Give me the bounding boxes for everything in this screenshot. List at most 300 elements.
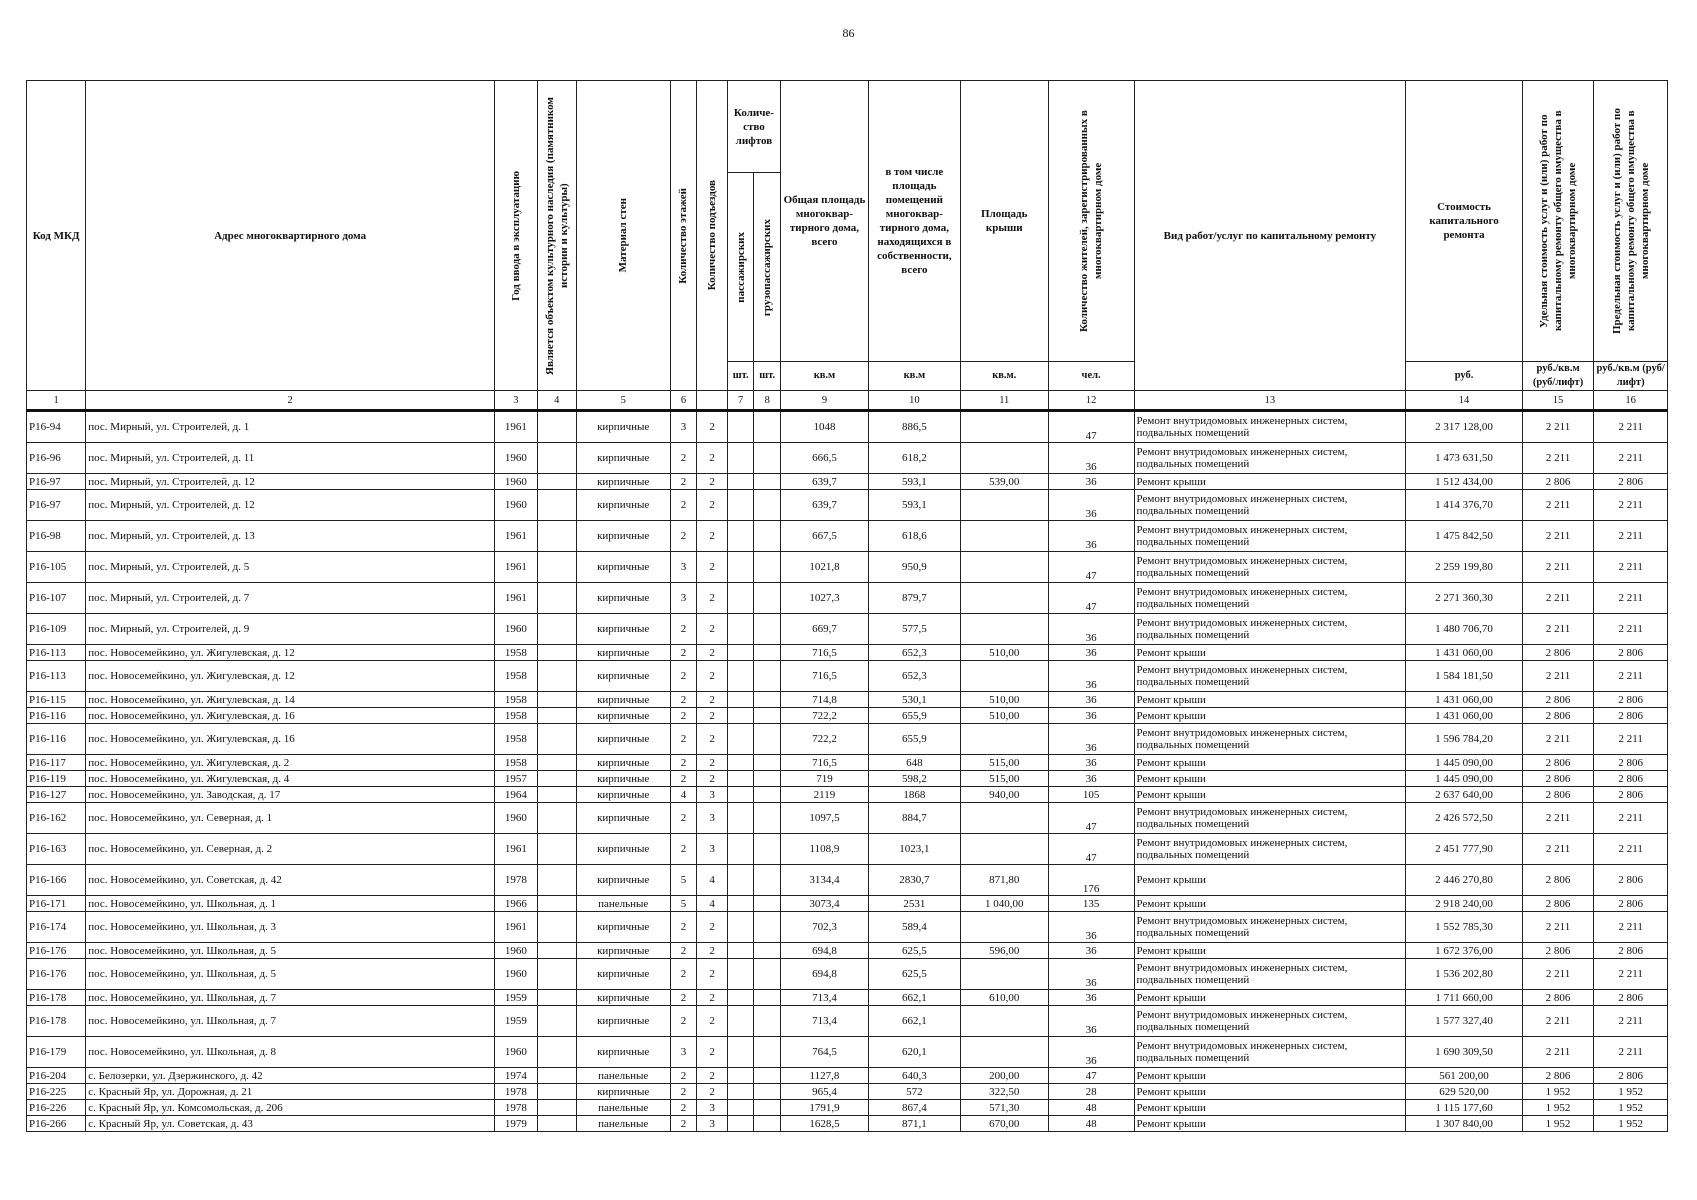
cell-year: 1958 <box>494 661 537 692</box>
cell-total-area: 3073,4 <box>781 896 869 912</box>
cell-year: 1978 <box>494 1084 537 1100</box>
cell-lifts-passenger <box>727 490 754 521</box>
cell-owned-area: 886,5 <box>868 411 960 443</box>
cell-entrances: 2 <box>697 708 728 724</box>
header-unit-cost: Удельная стоимость услуг и (или) работ по капитальному ремонту общего имущества в многоквартирном доме <box>1522 81 1594 362</box>
cell-lifts-cargo <box>754 755 781 771</box>
cell-floors: 2 <box>670 614 697 645</box>
cell-unit-cost: 2 211 <box>1522 724 1594 755</box>
cell-limit-cost: 2 806 <box>1594 990 1668 1006</box>
column-number: 6 <box>670 391 697 411</box>
cell-owned-area: 625,5 <box>868 959 960 990</box>
cell-unit-cost: 2 806 <box>1522 645 1594 661</box>
cell-limit-cost: 2 211 <box>1594 443 1668 474</box>
cell-cost: 1 473 631,50 <box>1406 443 1522 474</box>
cell-roof-area <box>960 803 1048 834</box>
cell-lifts-cargo <box>754 724 781 755</box>
header-roof-area: Площадь крыши <box>960 81 1048 362</box>
cell-roof-area: 510,00 <box>960 645 1048 661</box>
cell-residents: 36 <box>1048 692 1134 708</box>
cell-cost: 629 520,00 <box>1406 1084 1522 1100</box>
cell-code: P16-97 <box>27 474 86 490</box>
cell-year: 1960 <box>494 614 537 645</box>
cell-total-area: 1048 <box>781 411 869 443</box>
cell-roof-area: 510,00 <box>960 692 1048 708</box>
cell-address: с. Красный Яр, ул. Комсомольская, д. 206 <box>86 1100 495 1116</box>
cell-total-area: 764,5 <box>781 1037 869 1068</box>
cell-entrances: 2 <box>697 490 728 521</box>
cell-address: пос. Новосемейкино, ул. Жигулевская, д. 16 <box>86 708 495 724</box>
cell-address: пос. Новосемейкино, ул. Школьная, д. 8 <box>86 1037 495 1068</box>
cell-material: кирпичные <box>576 771 670 787</box>
cell-entrances: 2 <box>697 1037 728 1068</box>
cell-cost: 561 200,00 <box>1406 1068 1522 1084</box>
cell-work-type: Ремонт внутридомовых инженерных систем, подвальных помещений <box>1134 583 1406 614</box>
cell-limit-cost: 2 211 <box>1594 614 1668 645</box>
cell-work-type: Ремонт крыши <box>1134 708 1406 724</box>
cell-material: кирпичные <box>576 865 670 896</box>
cell-owned-area: 618,6 <box>868 521 960 552</box>
cell-work-type: Ремонт внутридомовых инженерных систем, подвальных помещений <box>1134 614 1406 645</box>
cell-unit-cost: 2 806 <box>1522 787 1594 803</box>
cell-address: пос. Новосемейкино, ул. Заводская, д. 17 <box>86 787 495 803</box>
column-number: 15 <box>1522 391 1594 411</box>
cell-lifts-cargo <box>754 959 781 990</box>
cell-total-area: 713,4 <box>781 990 869 1006</box>
cell-year: 1960 <box>494 803 537 834</box>
page-number: 86 <box>842 26 855 40</box>
cell-material: кирпичные <box>576 443 670 474</box>
table-row <box>27 865 1668 896</box>
cell-lifts-passenger <box>727 1116 754 1132</box>
header-address: Адрес многоквартирного дома <box>86 81 495 391</box>
cell-owned-area: 593,1 <box>868 474 960 490</box>
cell-cost: 2 451 777,90 <box>1406 834 1522 865</box>
cell-floors: 2 <box>670 708 697 724</box>
cell-cost: 2 918 240,00 <box>1406 896 1522 912</box>
cell-entrances: 2 <box>697 771 728 787</box>
cell-lifts-passenger <box>727 943 754 959</box>
cell-year: 1958 <box>494 708 537 724</box>
cell-work-type: Ремонт крыши <box>1134 896 1406 912</box>
cell-roof-area: 1 040,00 <box>960 896 1048 912</box>
cell-entrances: 2 <box>697 645 728 661</box>
cell-owned-area: 1868 <box>868 787 960 803</box>
cell-year: 1958 <box>494 645 537 661</box>
cell-floors: 2 <box>670 943 697 959</box>
cell-limit-cost: 2 806 <box>1594 865 1668 896</box>
cell-cost: 1 115 177,60 <box>1406 1100 1522 1116</box>
cell-lifts-passenger <box>727 834 754 865</box>
cell-floors: 3 <box>670 1037 697 1068</box>
cell-unit-cost: 1 952 <box>1522 1116 1594 1132</box>
cell-material: кирпичные <box>576 521 670 552</box>
cell-address: пос. Новосемейкино, ул. Школьная, д. 7 <box>86 1006 495 1037</box>
cell-unit-cost: 2 211 <box>1522 912 1594 943</box>
cell-owned-area: 2531 <box>868 896 960 912</box>
cell-lifts-passenger <box>727 771 754 787</box>
cell-work-type: Ремонт крыши <box>1134 787 1406 803</box>
cell-residents: 48 <box>1048 1100 1134 1116</box>
cell-roof-area <box>960 959 1048 990</box>
cell-residents: 36 <box>1048 1006 1134 1037</box>
cell-roof-area: 940,00 <box>960 787 1048 803</box>
cell-year: 1961 <box>494 583 537 614</box>
cell-unit-cost: 2 211 <box>1522 661 1594 692</box>
cell-code: P16-96 <box>27 443 86 474</box>
cell-cost: 1 536 202,80 <box>1406 959 1522 990</box>
cell-floors: 2 <box>670 771 697 787</box>
cell-heritage <box>537 771 576 787</box>
cell-work-type: Ремонт внутридомовых инженерных систем, подвальных помещений <box>1134 834 1406 865</box>
cell-lifts-cargo <box>754 865 781 896</box>
cell-cost: 1 431 060,00 <box>1406 708 1522 724</box>
cell-address: пос. Мирный, ул. Строителей, д. 12 <box>86 490 495 521</box>
cell-limit-cost: 2 211 <box>1594 490 1668 521</box>
header-lifts-passenger: пассажирских <box>727 173 754 362</box>
cell-address: пос. Новосемейкино, ул. Школьная, д. 1 <box>86 896 495 912</box>
cell-code: P16-166 <box>27 865 86 896</box>
cell-year: 1978 <box>494 1100 537 1116</box>
cell-residents: 47 <box>1048 803 1134 834</box>
cell-work-type: Ремонт внутридомовых инженерных систем, подвальных помещений <box>1134 959 1406 990</box>
header-material: Материал стен <box>576 81 670 391</box>
cell-residents: 28 <box>1048 1084 1134 1100</box>
cell-cost: 1 690 309,50 <box>1406 1037 1522 1068</box>
cell-owned-area: 662,1 <box>868 1006 960 1037</box>
cell-heritage <box>537 474 576 490</box>
cell-heritage <box>537 990 576 1006</box>
cell-heritage <box>537 912 576 943</box>
cell-total-area: 719 <box>781 771 869 787</box>
cell-work-type: Ремонт крыши <box>1134 474 1406 490</box>
cell-heritage <box>537 1100 576 1116</box>
column-number: 1 <box>27 391 86 411</box>
cell-cost: 1 445 090,00 <box>1406 755 1522 771</box>
cell-residents: 47 <box>1048 411 1134 443</box>
cell-total-area: 667,5 <box>781 521 869 552</box>
cell-lifts-passenger <box>727 912 754 943</box>
table-row <box>27 614 1668 645</box>
cell-cost: 2 446 270,80 <box>1406 865 1522 896</box>
cell-work-type: Ремонт внутридомовых инженерных систем, подвальных помещений <box>1134 912 1406 943</box>
cell-code: P16-116 <box>27 724 86 755</box>
cell-lifts-passenger <box>727 990 754 1006</box>
cell-total-area: 694,8 <box>781 959 869 990</box>
cell-lifts-cargo <box>754 614 781 645</box>
cell-roof-area: 596,00 <box>960 943 1048 959</box>
cell-total-area: 2119 <box>781 787 869 803</box>
cell-lifts-passenger <box>727 787 754 803</box>
cell-heritage <box>537 724 576 755</box>
cell-entrances: 2 <box>697 411 728 443</box>
header-heritage: Является объектом культурного наследия (памятником истории и культуры) <box>537 81 576 391</box>
cell-lifts-cargo <box>754 771 781 787</box>
cell-roof-area <box>960 661 1048 692</box>
cell-total-area: 716,5 <box>781 755 869 771</box>
cell-material: кирпичные <box>576 787 670 803</box>
header-limit-cost: Предельная стоимость услуг и (или) работ по капитальному ремонту общего имущества в многоквартирном доме <box>1594 81 1668 362</box>
header-lifts-cargo: грузопассажирских <box>754 173 781 362</box>
cell-owned-area: 589,4 <box>868 912 960 943</box>
cell-residents: 135 <box>1048 896 1134 912</box>
cell-roof-area: 871,80 <box>960 865 1048 896</box>
cell-lifts-cargo <box>754 1084 781 1100</box>
cell-floors: 4 <box>670 787 697 803</box>
cell-owned-area: 572 <box>868 1084 960 1100</box>
cell-work-type: Ремонт крыши <box>1134 692 1406 708</box>
cell-heritage <box>537 1084 576 1100</box>
table-row <box>27 692 1668 708</box>
table-body <box>27 411 1668 1132</box>
cell-lifts-cargo <box>754 411 781 443</box>
cell-cost: 1 711 660,00 <box>1406 990 1522 1006</box>
cell-work-type: Ремонт крыши <box>1134 990 1406 1006</box>
cell-heritage <box>537 490 576 521</box>
cell-year: 1979 <box>494 1116 537 1132</box>
cell-lifts-cargo <box>754 1068 781 1084</box>
cell-limit-cost: 2 806 <box>1594 771 1668 787</box>
cell-limit-cost: 2 806 <box>1594 708 1668 724</box>
cell-owned-area: 655,9 <box>868 724 960 755</box>
cell-lifts-cargo <box>754 661 781 692</box>
cell-year: 1966 <box>494 896 537 912</box>
cell-heritage <box>537 755 576 771</box>
cell-owned-area: 593,1 <box>868 490 960 521</box>
cell-address: с. Красный Яр, ул. Дорожная, д. 21 <box>86 1084 495 1100</box>
cell-cost: 2 317 128,00 <box>1406 411 1522 443</box>
cell-floors: 5 <box>670 896 697 912</box>
header-year: Год ввода в эксплуатацию <box>494 81 537 391</box>
cell-lifts-passenger <box>727 583 754 614</box>
cell-roof-area: 200,00 <box>960 1068 1048 1084</box>
cell-limit-cost: 1 952 <box>1594 1100 1668 1116</box>
cell-entrances: 3 <box>697 1116 728 1132</box>
cell-total-area: 1027,3 <box>781 583 869 614</box>
table-row <box>27 771 1668 787</box>
table-row <box>27 411 1668 443</box>
cell-lifts-cargo <box>754 552 781 583</box>
unit-cost: руб. <box>1406 362 1522 391</box>
column-number: 3 <box>494 391 537 411</box>
column-number: 7 <box>727 391 754 411</box>
cell-limit-cost: 2 211 <box>1594 411 1668 443</box>
cell-code: P16-176 <box>27 943 86 959</box>
cell-total-area: 694,8 <box>781 943 869 959</box>
cell-roof-area <box>960 583 1048 614</box>
cell-floors: 3 <box>670 552 697 583</box>
cell-roof-area <box>960 1037 1048 1068</box>
cell-residents: 36 <box>1048 474 1134 490</box>
cell-unit-cost: 2 211 <box>1522 411 1594 443</box>
cell-residents: 36 <box>1048 771 1134 787</box>
cell-limit-cost: 2 806 <box>1594 474 1668 490</box>
cell-lifts-cargo <box>754 708 781 724</box>
header-cost: Стоимость капитального ремонта <box>1406 81 1522 362</box>
cell-code: P16-115 <box>27 692 86 708</box>
cell-address: пос. Новосемейкино, ул. Жигулевская, д. 2 <box>86 755 495 771</box>
cell-unit-cost: 2 211 <box>1522 583 1594 614</box>
cell-roof-area <box>960 411 1048 443</box>
cell-heritage <box>537 411 576 443</box>
cell-work-type: Ремонт внутридомовых инженерных систем, подвальных помещений <box>1134 661 1406 692</box>
cell-roof-area: 515,00 <box>960 755 1048 771</box>
cell-lifts-passenger <box>727 411 754 443</box>
cell-address: пос. Новосемейкино, ул. Советская, д. 42 <box>86 865 495 896</box>
cell-heritage <box>537 943 576 959</box>
cell-material: кирпичные <box>576 1084 670 1100</box>
cell-heritage <box>537 661 576 692</box>
cell-work-type: Ремонт внутридомовых инженерных систем, подвальных помещений <box>1134 411 1406 443</box>
cell-year: 1960 <box>494 474 537 490</box>
cell-roof-area: 670,00 <box>960 1116 1048 1132</box>
cell-unit-cost: 2 806 <box>1522 692 1594 708</box>
cell-material: кирпичные <box>576 552 670 583</box>
table-row <box>27 521 1668 552</box>
cell-residents: 48 <box>1048 1116 1134 1132</box>
cell-lifts-passenger <box>727 865 754 896</box>
column-number: 14 <box>1406 391 1522 411</box>
cell-roof-area <box>960 521 1048 552</box>
cell-limit-cost: 1 952 <box>1594 1116 1668 1132</box>
cell-residents: 36 <box>1048 708 1134 724</box>
cell-roof-area: 610,00 <box>960 990 1048 1006</box>
cell-code: P16-266 <box>27 1116 86 1132</box>
cell-limit-cost: 2 211 <box>1594 552 1668 583</box>
cell-total-area: 669,7 <box>781 614 869 645</box>
cell-owned-area: 618,2 <box>868 443 960 474</box>
cell-unit-cost: 2 806 <box>1522 896 1594 912</box>
cell-unit-cost: 2 211 <box>1522 1006 1594 1037</box>
cell-material: кирпичные <box>576 645 670 661</box>
cell-lifts-cargo <box>754 1116 781 1132</box>
cell-address: пос. Новосемейкино, ул. Жигулевская, д. 12 <box>86 661 495 692</box>
cell-cost: 1 596 784,20 <box>1406 724 1522 755</box>
cell-address: с. Красный Яр, ул. Советская, д. 43 <box>86 1116 495 1132</box>
cell-heritage <box>537 1116 576 1132</box>
cell-cost: 1 431 060,00 <box>1406 692 1522 708</box>
cell-code: P16-204 <box>27 1068 86 1084</box>
cell-address: пос. Мирный, ул. Строителей, д. 1 <box>86 411 495 443</box>
cell-code: P16-116 <box>27 708 86 724</box>
cell-roof-area: 510,00 <box>960 708 1048 724</box>
cell-work-type: Ремонт внутридомовых инженерных систем, подвальных помещений <box>1134 552 1406 583</box>
cell-lifts-cargo <box>754 1037 781 1068</box>
cell-material: кирпичные <box>576 661 670 692</box>
cell-lifts-passenger <box>727 755 754 771</box>
table-row <box>27 474 1668 490</box>
cell-material: кирпичные <box>576 490 670 521</box>
cell-material: кирпичные <box>576 834 670 865</box>
cell-code: P16-178 <box>27 990 86 1006</box>
cell-limit-cost: 2 806 <box>1594 787 1668 803</box>
cell-heritage <box>537 896 576 912</box>
cell-total-area: 639,7 <box>781 474 869 490</box>
cell-roof-area: 571,30 <box>960 1100 1048 1116</box>
cell-code: P16-171 <box>27 896 86 912</box>
cell-residents: 36 <box>1048 490 1134 521</box>
cell-unit-cost: 2 806 <box>1522 474 1594 490</box>
cell-entrances: 2 <box>697 583 728 614</box>
cell-lifts-cargo <box>754 1006 781 1037</box>
cell-address: пос. Новосемейкино, ул. Северная, д. 2 <box>86 834 495 865</box>
cell-material: панельные <box>576 896 670 912</box>
cell-cost: 2 271 360,30 <box>1406 583 1522 614</box>
cell-work-type: Ремонт внутридомовых инженерных систем, подвальных помещений <box>1134 490 1406 521</box>
cell-floors: 2 <box>670 490 697 521</box>
cell-residents: 36 <box>1048 614 1134 645</box>
cell-limit-cost: 2 211 <box>1594 724 1668 755</box>
table-row <box>27 1006 1668 1037</box>
cell-lifts-passenger <box>727 443 754 474</box>
cell-total-area: 722,2 <box>781 724 869 755</box>
cell-material: кирпичные <box>576 943 670 959</box>
unit-residents: чел. <box>1048 362 1134 391</box>
unit-lifts-cargo: шт. <box>754 362 781 391</box>
cell-work-type: Ремонт крыши <box>1134 943 1406 959</box>
cell-heritage <box>537 692 576 708</box>
cell-total-area: 666,5 <box>781 443 869 474</box>
cell-owned-area: 871,1 <box>868 1116 960 1132</box>
cell-owned-area: 620,1 <box>868 1037 960 1068</box>
cell-lifts-passenger <box>727 1100 754 1116</box>
cell-floors: 2 <box>670 1068 697 1084</box>
cell-residents: 36 <box>1048 521 1134 552</box>
cell-address: с. Белозерки, ул. Дзержинского, д. 42 <box>86 1068 495 1084</box>
cell-owned-area: 625,5 <box>868 943 960 959</box>
cell-total-area: 1021,8 <box>781 552 869 583</box>
table-row <box>27 943 1668 959</box>
cell-residents: 36 <box>1048 645 1134 661</box>
cell-unit-cost: 2 806 <box>1522 755 1594 771</box>
cell-code: P16-163 <box>27 834 86 865</box>
table-row <box>27 443 1668 474</box>
cell-roof-area <box>960 724 1048 755</box>
cell-code: P16-226 <box>27 1100 86 1116</box>
cell-material: кирпичные <box>576 803 670 834</box>
cell-owned-area: 950,9 <box>868 552 960 583</box>
cell-entrances: 3 <box>697 834 728 865</box>
table-row <box>27 490 1668 521</box>
table-row <box>27 661 1668 692</box>
cell-unit-cost: 2 806 <box>1522 865 1594 896</box>
cell-limit-cost: 2 806 <box>1594 755 1668 771</box>
cell-entrances: 2 <box>697 692 728 708</box>
cell-material: кирпичные <box>576 959 670 990</box>
cell-limit-cost: 2 806 <box>1594 943 1668 959</box>
cell-residents: 36 <box>1048 990 1134 1006</box>
cell-lifts-cargo <box>754 645 781 661</box>
table-row <box>27 708 1668 724</box>
cell-limit-cost: 2 211 <box>1594 959 1668 990</box>
cell-material: кирпичные <box>576 614 670 645</box>
cell-limit-cost: 2 806 <box>1594 645 1668 661</box>
table-row <box>27 755 1668 771</box>
cell-code: P16-109 <box>27 614 86 645</box>
cell-code: P16-107 <box>27 583 86 614</box>
cell-address: пос. Новосемейкино, ул. Школьная, д. 5 <box>86 943 495 959</box>
cell-lifts-cargo <box>754 1100 781 1116</box>
cell-heritage <box>537 1037 576 1068</box>
cell-owned-area: 2830,7 <box>868 865 960 896</box>
cell-material: кирпичные <box>576 990 670 1006</box>
cell-lifts-cargo <box>754 583 781 614</box>
cell-lifts-passenger <box>727 959 754 990</box>
cell-floors: 2 <box>670 645 697 661</box>
cell-cost: 1 512 434,00 <box>1406 474 1522 490</box>
cell-year: 1960 <box>494 943 537 959</box>
cell-owned-area: 530,1 <box>868 692 960 708</box>
